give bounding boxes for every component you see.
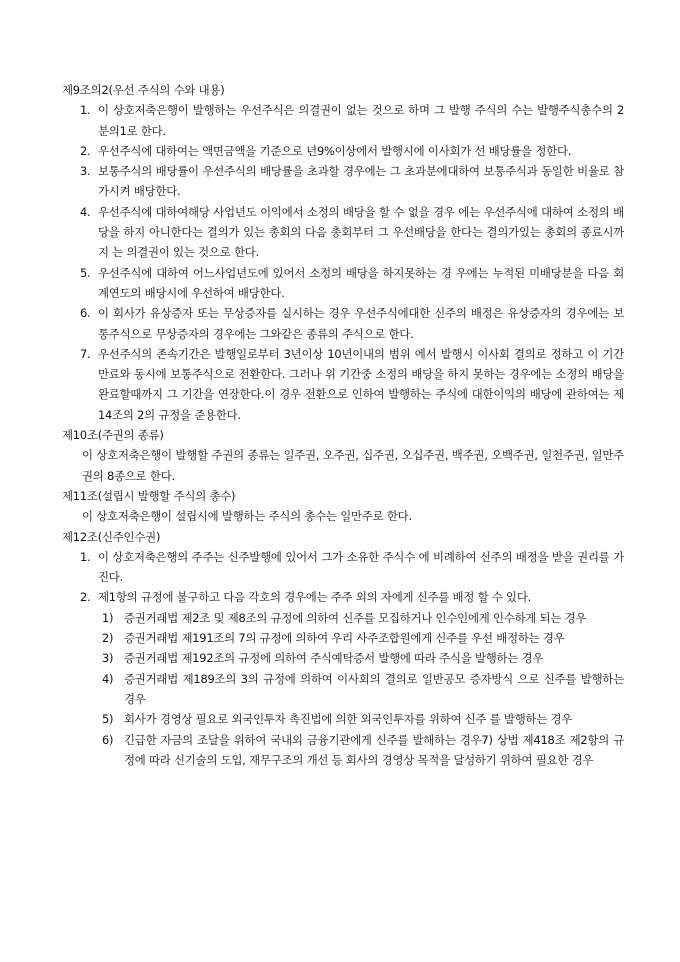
article-10-title: 제10조(주권의 종류)	[62, 428, 164, 443]
list-item: 7. 우선주식의 존속기간은 발행일로부터 3년이상 10년이내의 범위 에서 발행시 이사회 결의로 정하고 이 기간만료와 동시에 보통주식으로 전환한다. 그러나 위 기간중 소정의 배당을 하지 못하는 경우에는 소정의 배당을 완료할때까지 그 기간을 연장한다.이 경우 전환으로 인하여 발행하는 주식에 대한이익의 배당에 관하여는 제14조의 2의 규정을 준용한다.	[80, 346, 624, 422]
list-item: 3. 보통주식의 배당률이 우선주식의 배당률을 초과할 경우에는 그 초과분에대하여 보통주식과 동일한 비율로 참가시켜 배당한다.	[80, 164, 624, 199]
list-item: 2. 제1항의 규정에 불구하고 다음 각호의 경우에는 주주 외의 자에게 신주를 배정 할 수 있다.	[80, 590, 532, 605]
list-item: 1. 이 상호저축은행이 발행하는 우선주식은 의결권이 없는 것으로 하며 그 발행 주식의 수는 발행주식총수의 2분의1로 한다.	[80, 103, 624, 138]
list-item: 6. 이 회사가 유상증자 또는 무상증자를 실시하는 경우 우선주식에대한 신주의 배정은 유상증자의 경우에는 보통주식으로 무상증자의 경우에는 그와같은 종류의 주식으로 한다.	[80, 306, 624, 341]
article-10-body: 이 상호저축은행이 발행할 주권의 종류는 일주권, 오주권, 십주권, 오십주권, 백주권, 오백주권, 일천주권, 일만주권의 8종으로 한다.	[82, 448, 624, 483]
article-9-2-title: 제9조의2(우선 주식의 수와 내용)	[62, 83, 225, 97]
article-11-body: 이 상호저축은행이 설립시에 발행하는 주식의 총수는 일만주로 한다.	[82, 509, 412, 524]
list-item: 2. 우선주식에 대하여는 액면금액을 기준으로 년9%이상에서 발행시에 이사회가 선 배당률을 정한다.	[80, 143, 572, 158]
list-subitem: 6) 긴급한 자금의 조달을 위하여 국내외 금융기관에게 신주를 발해하는 경우7) 상법 제418조 제2항의 규정에 따라 신기술의 도입, 재무구조의 개선 등 회사의 경영상 목적을 달성하기 위하여 필요한 경우	[102, 732, 624, 767]
article-11-title: 제11조(설립시 발행할 주식의 총수)	[62, 488, 236, 503]
list-subitem: 4) 증권거래법 제189조의 3의 규정에 의하여 이사회의 결의로 일반공모 증자방식 으로 신주를 발행하는 경우	[102, 671, 624, 706]
article-12-title: 제12조(신주인수권)	[62, 529, 161, 544]
list-item: 5. 우선주식에 대하여 어느사업년도에 있어서 소정의 배당을 하지못하는 경 우에는 누적된 미배당분을 다음 회계연도의 배당시에 우선하여 배당한다.	[80, 265, 624, 300]
list-item: 4. 우선주식에 대하여해당 사업년도 이익에서 소정의 배당을 할 수 없을 경우 에는 우선주식에 대하여 소정의 배당을 하지 아니한다는 결의가 있는 총회의 다음 총회부터 그 우선배당을 한다는 결의가있는 총회의 종료시까지 는 의결권이 있는 것으로 한다.	[80, 204, 624, 260]
article-12-sublist	[62, 608, 624, 770]
article-12-list	[62, 547, 624, 608]
list-subitem: 3) 증권거래법 제192조의 규정에 의하여 주식예탁증서 발행에 따라 주식을 발행하는 경우	[102, 651, 544, 666]
article-9-2-list	[62, 100, 624, 425]
list-item: 1. 이 상호저축은행의 주주는 신주발행에 있어서 그가 소유한 주식수 에 비례하여 신주의 배정을 받을 권리를 가진다.	[80, 549, 624, 585]
list-subitem: 1) 증권거래법 제2조 및 제8조의 규정에 의하여 신주를 모집하거나 인수인에게 인수하게 되는 경우	[102, 610, 587, 625]
list-subitem: 5) 회사가 경영상 필요로 외국인투자 촉진법에 의한 외국인투자를 위하여 신주 를 발행하는 경우	[102, 712, 573, 727]
list-subitem: 2) 증권거래법 제191조의 7의 규정에 의하여 우리 사주조합원에게 신주를 우선 배정하는 경우	[102, 631, 565, 646]
